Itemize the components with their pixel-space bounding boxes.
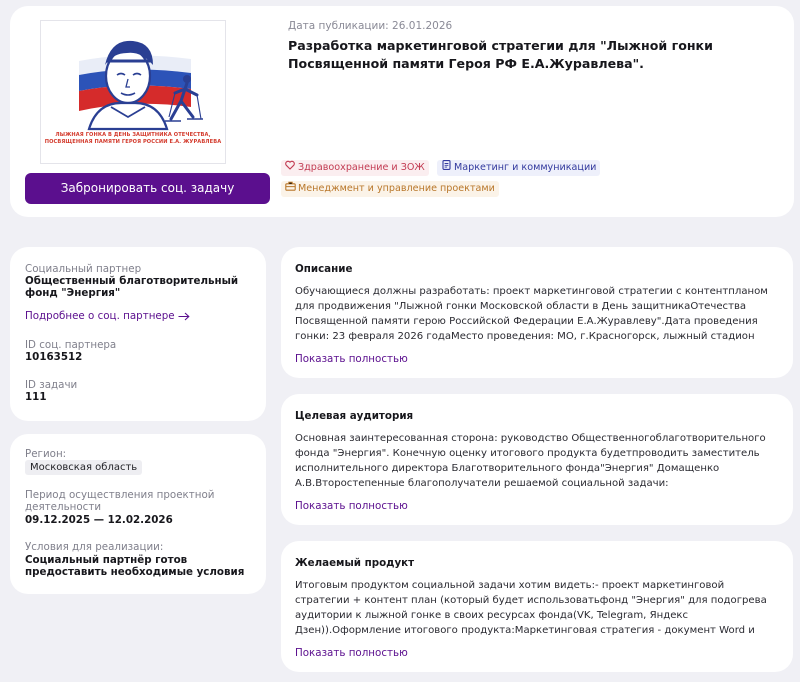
description-heading: Описание xyxy=(295,263,353,275)
task-id-label: ID задачи xyxy=(25,379,78,391)
tag-label: Здравоохранение и ЗОЖ xyxy=(298,162,425,173)
region-label: Регион: xyxy=(25,448,67,460)
region-chip: Московская область xyxy=(25,460,142,475)
product-heading: Желаемый продукт xyxy=(295,557,415,569)
partner-more-label: Подробнее о соц. партнере xyxy=(25,310,175,322)
audience-text: Основная заинтересованная сторона: руководство Общественногоблаготворительного фонда "Энергия". Конечную оценку итогового продукта будетпроводить заместитель исполнительного директора Благотворительного фонда"Энергия" Домащенко А.В.Второстепенные благополучатели решаемой социальной задачи: xyxy=(295,433,766,489)
audience-heading: Целевая аудитория xyxy=(295,410,414,422)
product-card xyxy=(281,541,793,672)
task-id-value: 111 xyxy=(25,391,47,403)
partner-label: Социальный партнер xyxy=(25,263,142,275)
product-text: Итоговым продуктом социальной задачи хотим видеть:- проект маркетинговой стратегии + контент план (который будет использоватьфонд "Энергия" для подогрева аудитории к лыжной гонке в своих ресурсах фонда(VK, Telegram, Яндекс Дзен)).Оформление итогового продукта:Маркетинговая стратегия - документ Word и xyxy=(295,580,767,636)
description-show-more-link[interactable]: Показать полностью xyxy=(295,353,408,365)
tag-marketing[interactable] xyxy=(437,160,600,176)
partner-id-value: 10163512 xyxy=(25,351,83,363)
briefcase-icon xyxy=(284,181,296,197)
partner-more-link[interactable] xyxy=(25,310,190,322)
audience-show-more-link[interactable]: Показать полностью xyxy=(295,500,408,512)
description-text: Обучающиеся должны разработать: проект маркетинговой стратегии с контентпланом для продвижения "Лыжной гонки Московской области в День защитникаОтечества Посвященной памяти герою Российской Федерации Е.А.Журавлеву".Дата проведения гонки: 23 февраля 2026 годаМесто проведения: МО, г.Красногорск, лыжный стадион xyxy=(295,286,768,342)
heart-shield-icon xyxy=(284,160,296,176)
tag-label: Менеджмент и управление проектами xyxy=(298,183,495,194)
document-icon xyxy=(440,160,452,176)
description-card xyxy=(281,247,793,378)
event-banner-image xyxy=(40,20,226,164)
product-show-more-link[interactable]: Показать полностью xyxy=(295,647,408,659)
partner-id-label: ID соц. партнера xyxy=(25,339,117,351)
publication-date: Дата публикации: 26.01.2026 xyxy=(288,20,453,32)
book-task-button[interactable]: Забронировать соц. задачу xyxy=(25,173,270,204)
details-card xyxy=(10,434,266,594)
tag-healthcare[interactable] xyxy=(281,160,429,176)
partner-card xyxy=(10,247,266,421)
banner-caption xyxy=(41,132,225,146)
banner-caption-line-1: ЛЫЖНАЯ ГОНКА В ДЕНЬ ЗАЩИТНИКА ОТЕЧЕСТВА, xyxy=(55,132,211,138)
audience-card xyxy=(281,394,793,525)
tag-management[interactable] xyxy=(281,181,499,197)
arrow-right-icon xyxy=(178,310,190,322)
tag-label: Маркетинг и коммуникации xyxy=(454,162,597,173)
banner-caption-line-2: ПОСВЯЩЕННАЯ ПАМЯТИ ГЕРОЯ РОССИИ Е.А. ЖУРАВЛЕВА xyxy=(44,139,222,145)
period-value: 09.12.2025 — 12.02.2026 xyxy=(25,514,173,526)
period-label: Период осуществления проектной деятельности xyxy=(25,489,215,513)
conditions-label: Условия для реализации: xyxy=(25,541,164,553)
conditions-value: Социальный партнёр готов предоставить необходимые условия xyxy=(25,554,245,578)
partner-name: Общественный благотворительный фонд "Энергия" xyxy=(25,275,239,299)
task-title: Разработка маркетинговой стратегии для "Лыжной гонки Посвященной памяти Героя РФ Е.А.Журавлева". xyxy=(288,38,713,71)
